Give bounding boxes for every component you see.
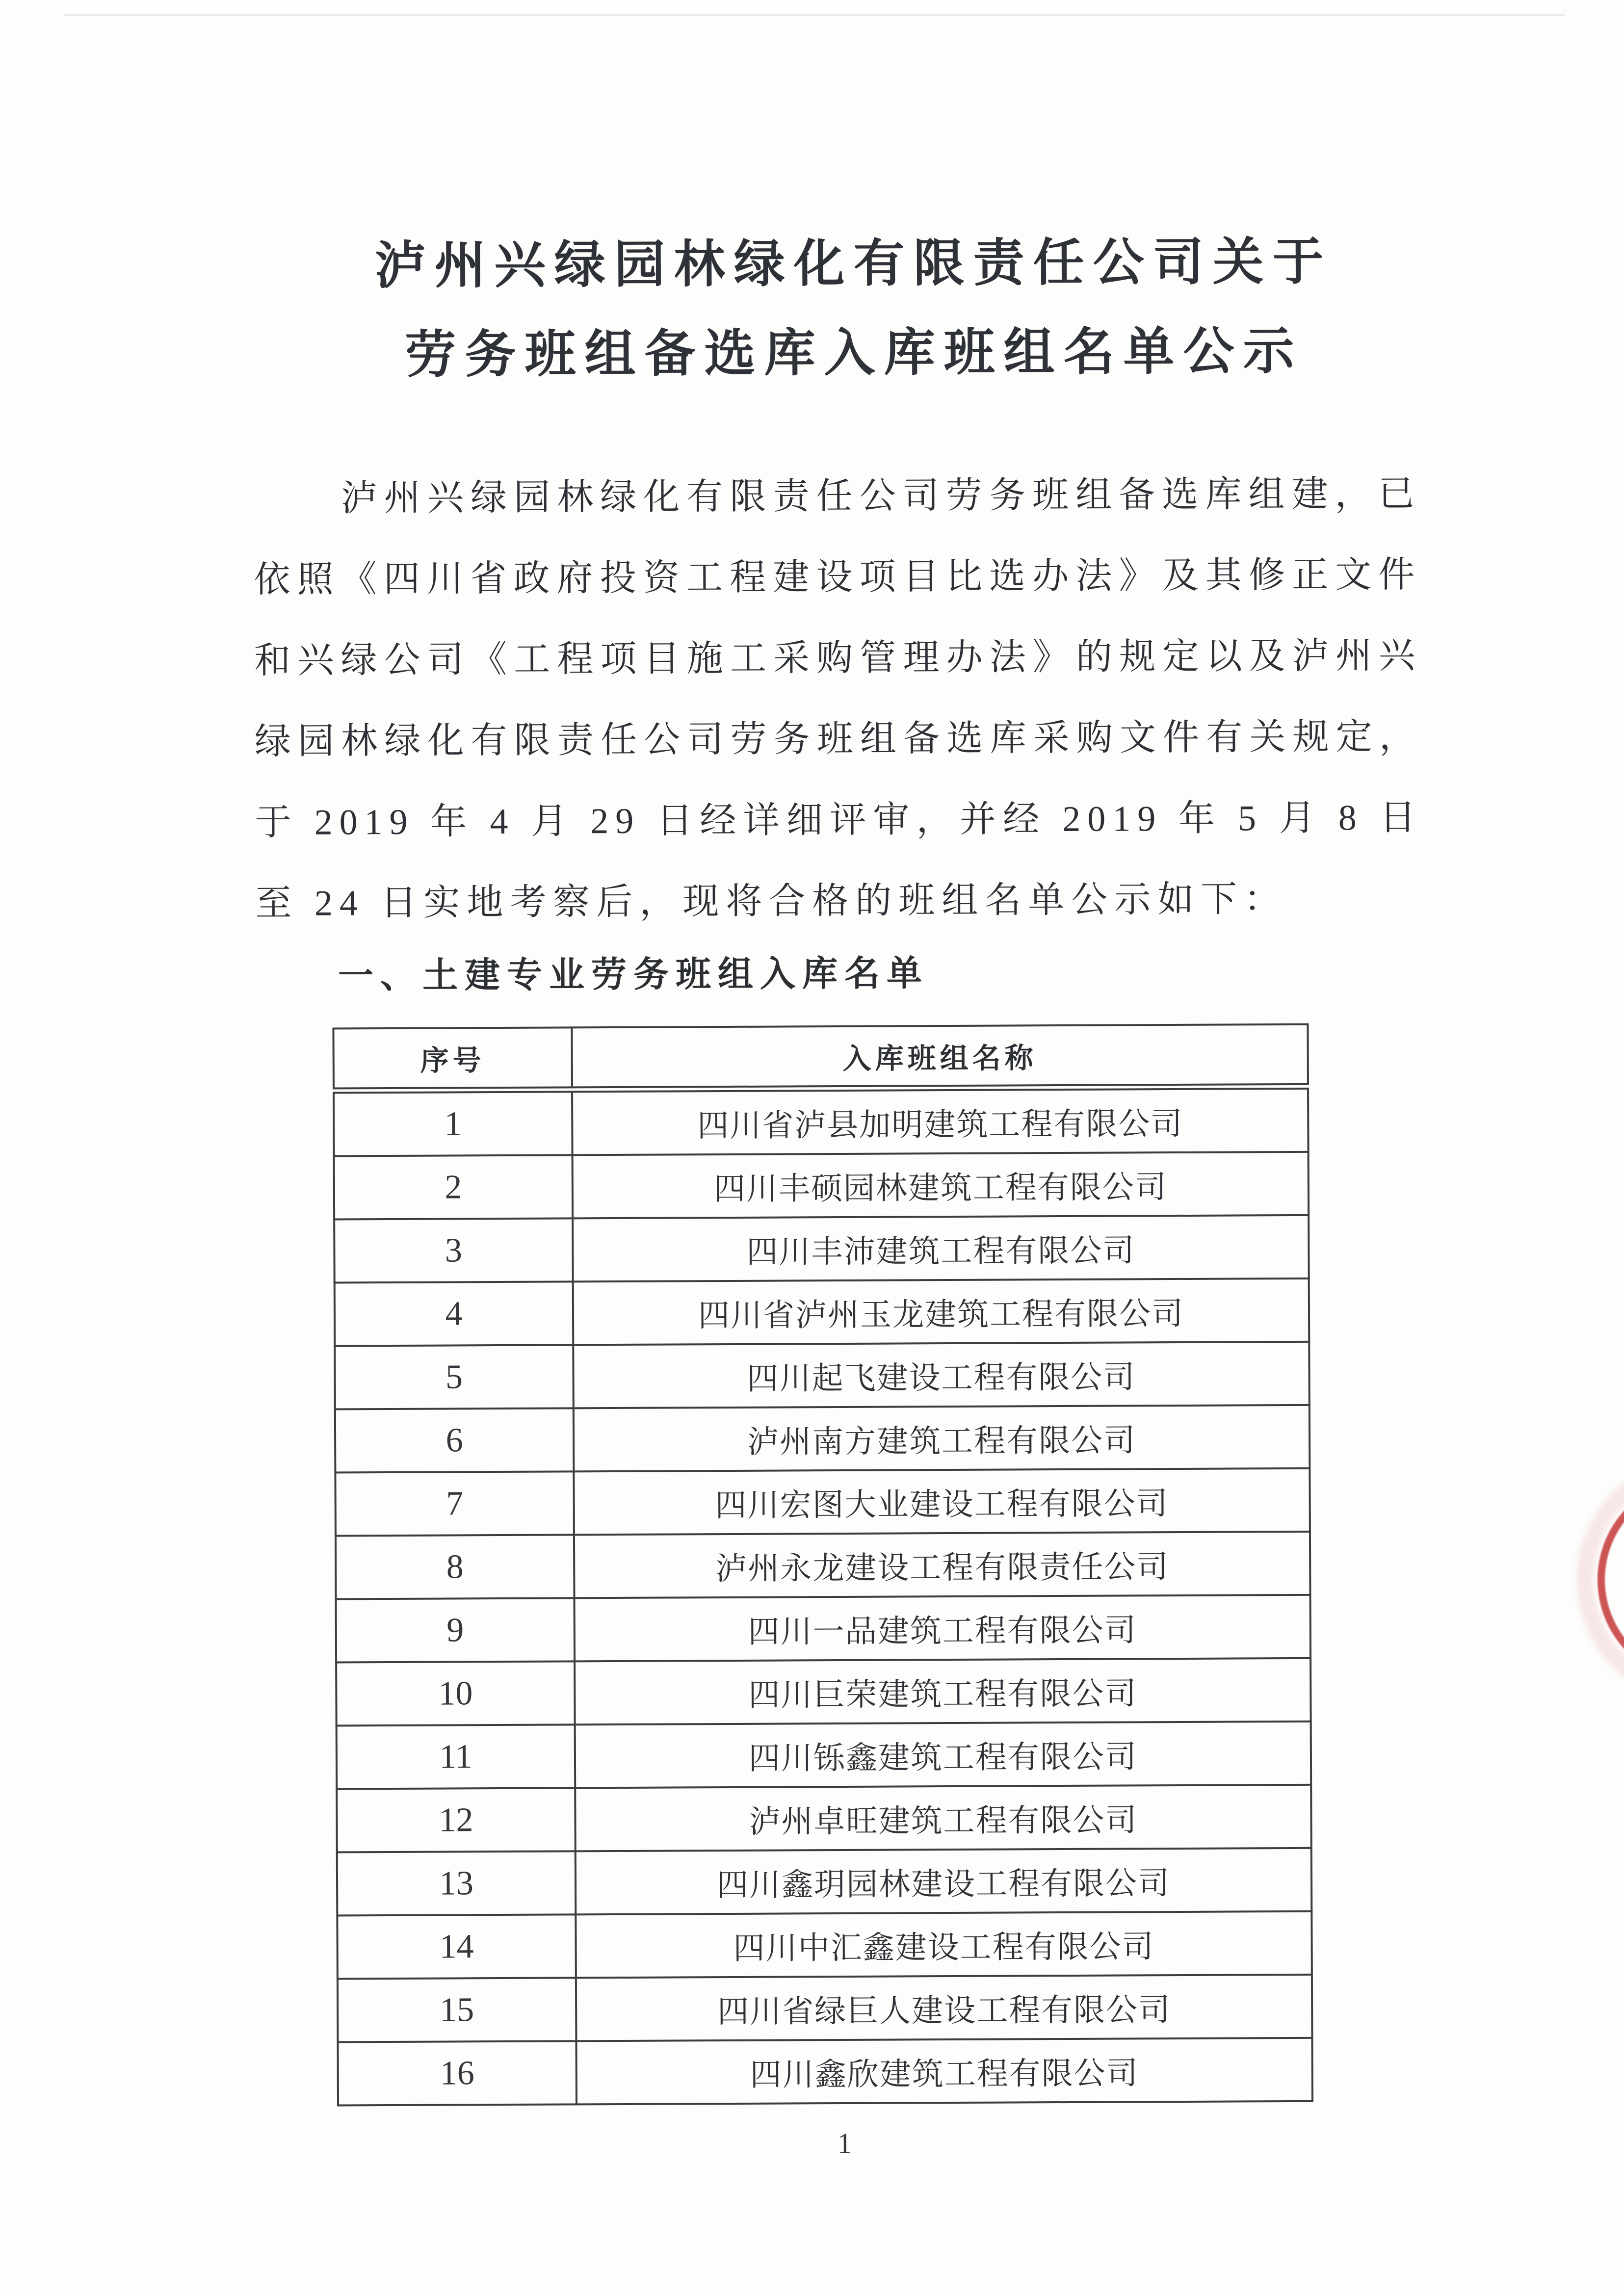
table-row <box>334 1215 1309 1283</box>
table-row <box>334 1086 1309 1156</box>
company-name: 四川铄鑫建筑工程有限公司 <box>575 1722 1311 1788</box>
title-line-2: 劳务班组备选库入库班组名单公示 <box>405 323 1303 384</box>
table-row <box>336 1595 1311 1663</box>
table-header-row <box>333 1024 1308 1091</box>
table-row <box>335 1468 1310 1536</box>
company-name: 四川一品建筑工程有限公司 <box>575 1595 1311 1662</box>
row-number: 4 <box>335 1281 574 1346</box>
company-name: 泸州永龙建设工程有限责任公司 <box>574 1532 1310 1598</box>
page-number: 1 <box>837 2127 852 2160</box>
row-number: 14 <box>337 1914 576 1979</box>
company-name: 四川起飞建设工程有限公司 <box>573 1342 1310 1409</box>
company-name: 四川丰沛建筑工程有限公司 <box>573 1215 1309 1282</box>
table-row <box>337 1722 1311 1789</box>
document-title <box>287 217 1421 401</box>
table-row <box>337 1848 1312 1916</box>
company-name: 四川丰硕园林建筑工程有限公司 <box>573 1152 1309 1219</box>
company-name: 四川中汇鑫建设工程有限公司 <box>576 1911 1312 1978</box>
row-number: 5 <box>335 1345 574 1409</box>
table-row <box>338 2038 1312 2106</box>
row-number: 13 <box>337 1851 576 1915</box>
table-row <box>335 1405 1310 1473</box>
table-row <box>337 1911 1312 1979</box>
row-number: 6 <box>335 1408 574 1472</box>
table-row <box>336 1532 1310 1599</box>
company-name: 四川巨荣建筑工程有限公司 <box>575 1658 1311 1725</box>
table-body <box>334 1086 1312 2105</box>
table-row <box>334 1152 1309 1220</box>
header-cell-no: 序号 <box>333 1027 572 1091</box>
body-paragraph: 泸州兴绿园林绿化有限责任公司劳务班组备选库组建，已依照《四川省政府投资工程建设项目比选办法》及其修正文件和兴绿公司《工程项目施工采购管理办法》的规定以及泸州兴绿园林绿化有限责任公司劳务班组备选库采购文件有关规定，于 2019 年 4 月 29 日经详细评审，并经 2019 年 5 月 8 日至 24 日实地考察后，现将合格的班组名单公示如下： <box>254 473 1423 924</box>
row-number: 15 <box>338 1978 576 2042</box>
row-number: 1 <box>334 1090 573 1156</box>
row-number: 7 <box>335 1471 574 1536</box>
row-number: 8 <box>336 1535 575 1599</box>
company-name: 四川宏图大业建设工程有限公司 <box>574 1468 1310 1535</box>
red-seal-ring <box>1598 1477 1624 1683</box>
red-seal-stamp <box>1598 1477 1624 1683</box>
title-line-1: 泸州兴绿园林绿化有限责任公司关于 <box>374 234 1333 295</box>
table-row <box>337 1785 1311 1852</box>
company-name: 四川省泸县加明建筑工程有限公司 <box>572 1086 1309 1155</box>
row-number: 10 <box>336 1661 575 1725</box>
roster-table <box>332 1023 1313 2107</box>
company-name: 四川鑫欣建筑工程有限公司 <box>576 2038 1312 2105</box>
company-name: 泸州卓旺建筑工程有限公司 <box>575 1785 1311 1852</box>
row-number: 3 <box>334 1218 573 1282</box>
table-row <box>335 1278 1310 1346</box>
table-row <box>336 1658 1311 1726</box>
row-number: 11 <box>337 1724 576 1789</box>
company-name: 四川鑫玥园林建设工程有限公司 <box>576 1848 1312 1915</box>
table-row <box>335 1342 1310 1409</box>
row-number: 9 <box>336 1598 575 1662</box>
header-cell-name: 入库班组名称 <box>572 1024 1308 1090</box>
document-content <box>251 0 1428 2163</box>
row-number: 2 <box>334 1155 573 1219</box>
section-heading: 一、土建专业劳务班组入库名单 <box>338 954 929 996</box>
row-number: 12 <box>337 1788 576 1852</box>
red-seal-halo <box>1577 1456 1624 1703</box>
company-name: 四川省泸州玉龙建筑工程有限公司 <box>573 1278 1310 1345</box>
row-number: 16 <box>338 2041 576 2105</box>
company-name: 泸州南方建筑工程有限公司 <box>574 1405 1310 1472</box>
table-row <box>338 1975 1312 2042</box>
company-name: 四川省绿巨人建设工程有限公司 <box>576 1975 1312 2041</box>
